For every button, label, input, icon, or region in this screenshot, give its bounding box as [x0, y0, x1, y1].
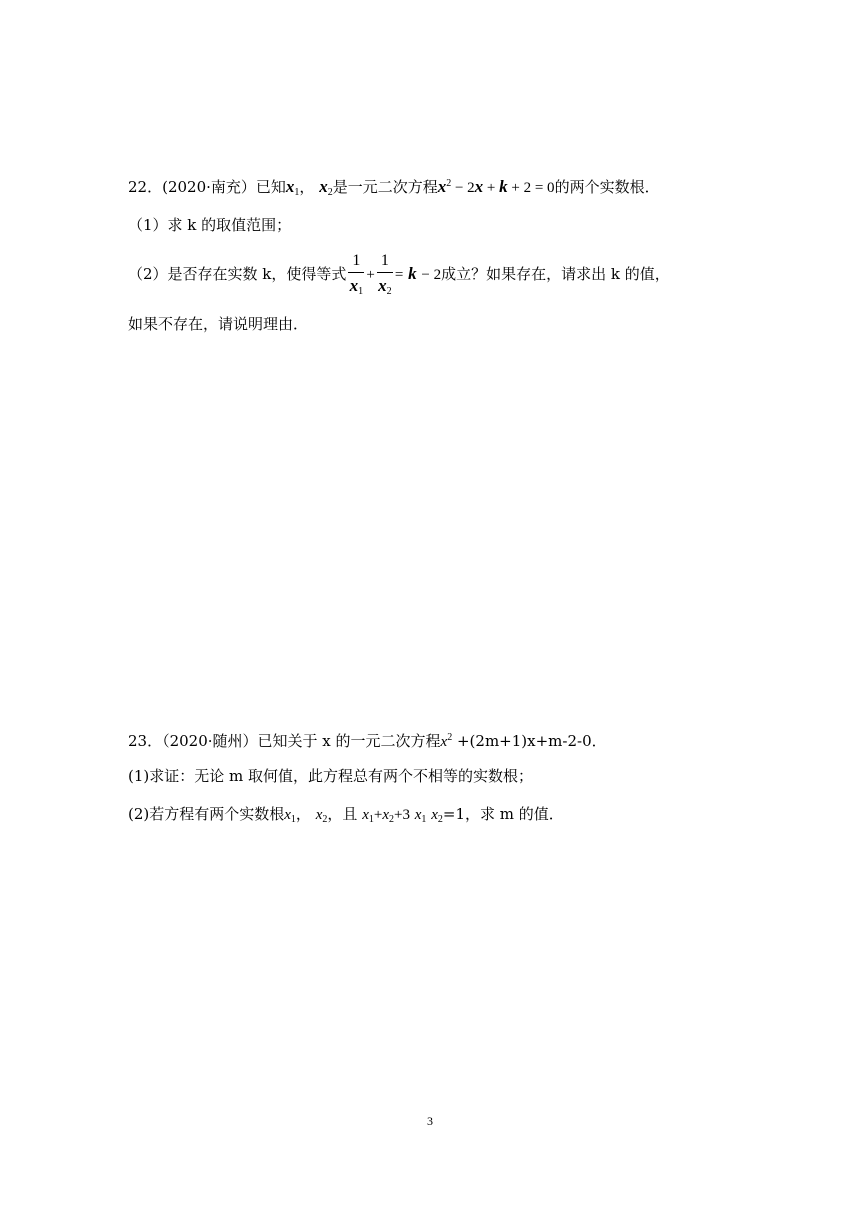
page-number: 3: [427, 1114, 433, 1128]
q22-stem: 22．(2020·南充）已知$x_1$， $x_2$是一元二次方程$x^2 - 2x + k + 2 = 0$的两个实数根．: [128, 177, 660, 198]
q23-part1: (1)求证：无论 m 取何值，此方程总有两个不相等的实数根；: [128, 767, 534, 785]
var-x1: $x_1$: [285, 177, 300, 198]
var-x2: $x_2$: [319, 177, 333, 198]
fraction-1-over-x2: $\frac{1}{x_2}$: [378, 252, 392, 297]
equation: $x^2 - 2x + k + 2 = 0$: [437, 177, 555, 196]
q22-part1: （1）求 k 的取值范围；: [128, 216, 292, 234]
q22-part2: （2）是否存在实数 k，使得等式 $\frac{1}{x_1}$ + $\frac{1}{x_2}$ = k − 2成立？如果存在，请求出 k 的值，: [128, 252, 670, 297]
q22-part2-continued: 如果不存在，请说明理由．: [128, 315, 309, 333]
q23-stem: 23．（2020·随州）已知关于 x 的一元二次方程$x^2 +(2m+1)x+m-2-0$．: [128, 732, 607, 750]
fraction-1-over-x1: $\frac{1}{x_1}$: [349, 252, 364, 297]
q23-part2: (2)若方程有两个实数根$x_1$， $x_2$，且 $x_1+x_2+3$ $x_1$ $x_2=1$，求 m 的值．: [128, 805, 564, 825]
